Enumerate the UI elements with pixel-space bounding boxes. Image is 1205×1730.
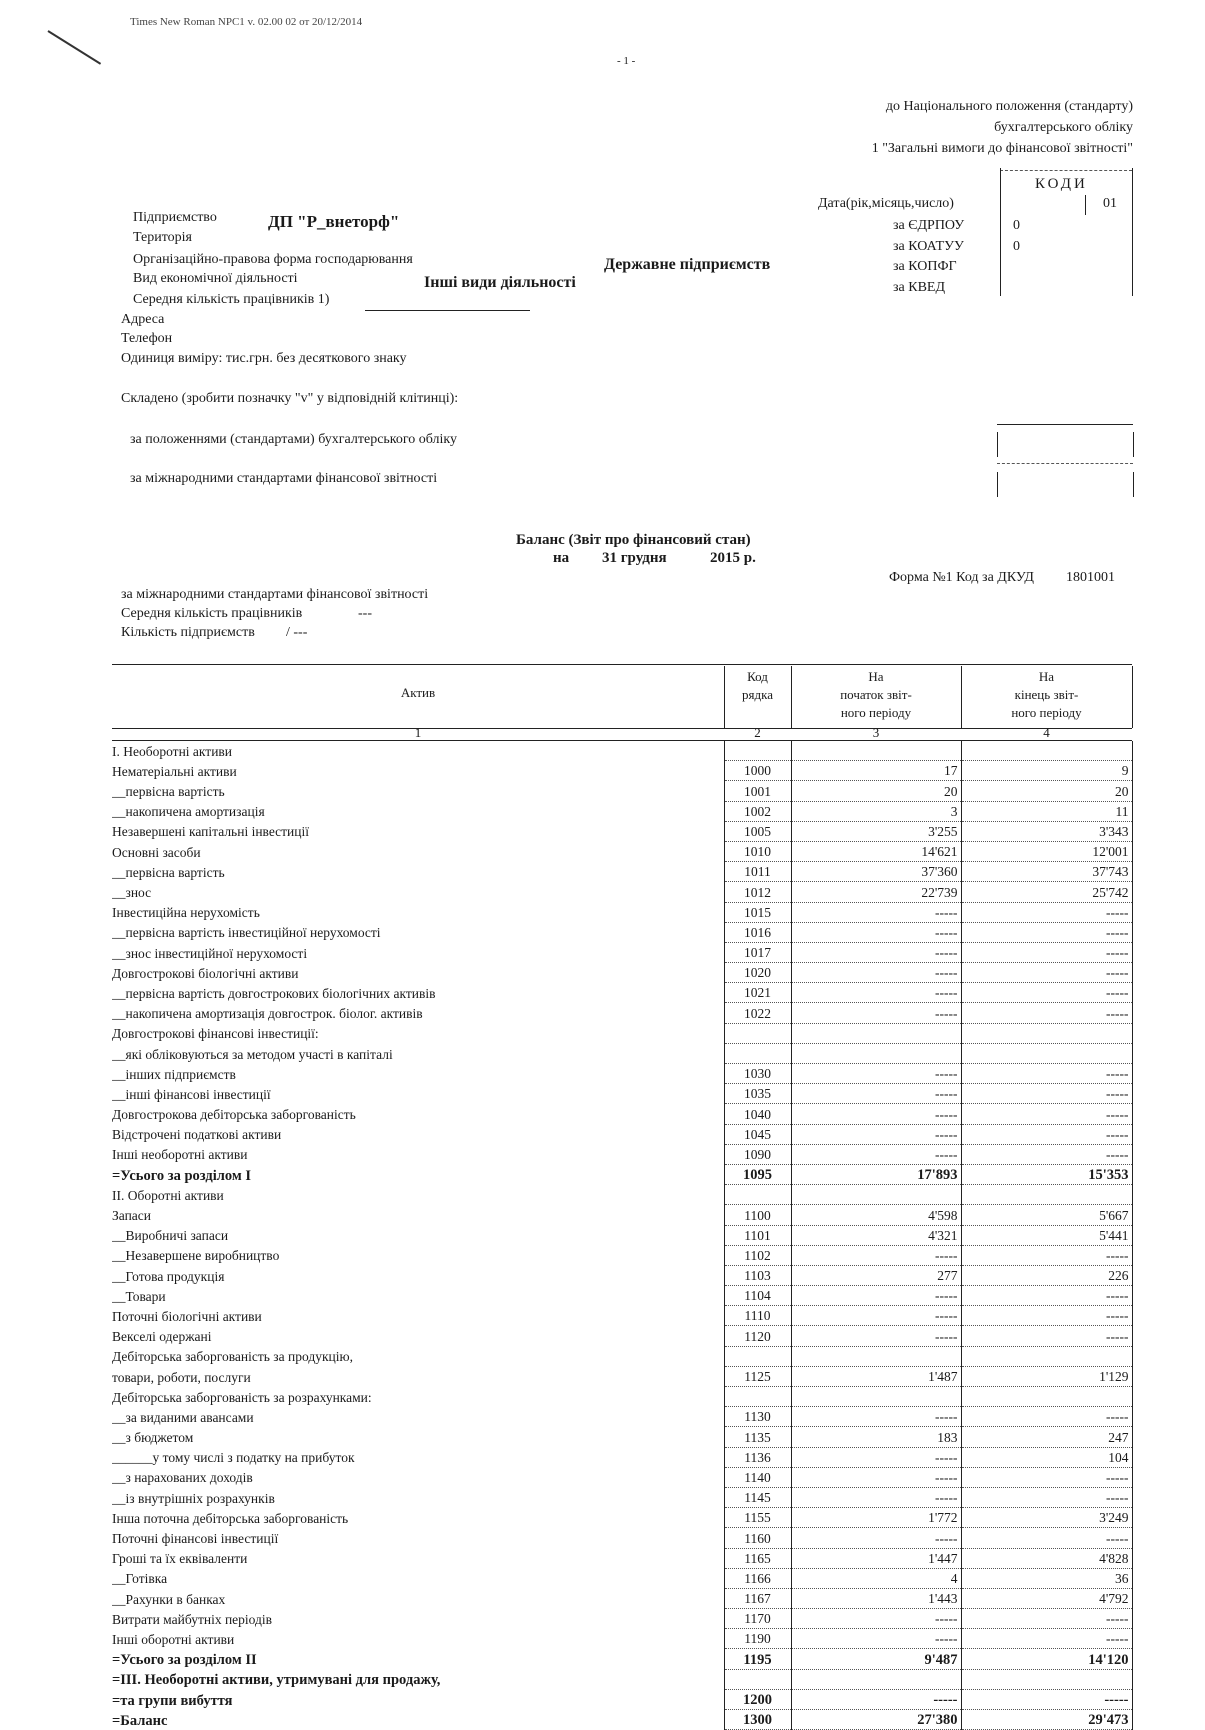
codes-title: КОДИ <box>1035 176 1088 192</box>
row-begin-value: 27'380 <box>791 1710 961 1730</box>
territory-label: Територія <box>133 230 192 245</box>
table-row <box>112 1346 1132 1366</box>
row-code: 1000 <box>724 761 791 781</box>
unit-label: Одиниця виміру: тис.грн. без десяткового знаку <box>121 351 407 366</box>
row-end-value: 12'001 <box>961 841 1132 861</box>
reference-block <box>872 96 1133 159</box>
row-code: 1090 <box>724 1144 791 1164</box>
table-row <box>112 761 1132 781</box>
row-begin-value <box>791 1185 961 1205</box>
row-code: 1136 <box>724 1447 791 1467</box>
row-label: Поточні фінансові інвестиції <box>112 1531 279 1546</box>
table-row <box>112 1508 1132 1528</box>
row-begin-value: ----- <box>791 1064 961 1084</box>
row-end-value: 104 <box>961 1447 1132 1467</box>
row-code: 1101 <box>724 1225 791 1245</box>
row-begin-value: 20 <box>791 781 961 801</box>
checkbox-intl[interactable] <box>997 472 998 497</box>
table-row <box>112 1326 1132 1346</box>
row-end-value: 9 <box>961 761 1132 781</box>
row-code: 1016 <box>724 922 791 942</box>
table-row <box>112 942 1132 962</box>
row-code: 1170 <box>724 1609 791 1629</box>
row-end-value: 15'353 <box>961 1164 1132 1184</box>
table-row <box>112 922 1132 942</box>
row-label: Основні засоби <box>112 844 201 860</box>
row-code: 1125 <box>724 1366 791 1386</box>
row-code <box>724 1346 791 1366</box>
activity-value: Інші види діяльності <box>424 274 576 291</box>
col-code-header: Код рядка <box>742 669 773 702</box>
table-row <box>112 1467 1132 1487</box>
row-end-value: 37'743 <box>961 862 1132 882</box>
row-label: Інші необоротні активи <box>112 1147 248 1163</box>
row-code: 1190 <box>724 1629 791 1649</box>
row-code: 1104 <box>724 1286 791 1306</box>
row-code: 1030 <box>724 1064 791 1084</box>
row-begin-value: 22'739 <box>791 882 961 902</box>
row-end-value: ----- <box>961 1528 1132 1548</box>
enterprise-name: ДП "Р_внеторф" <box>268 212 400 231</box>
code-value-koatuu: 0 <box>1013 238 1020 254</box>
row-end-value <box>961 1185 1132 1205</box>
table-row <box>112 1629 1132 1649</box>
row-end-value: 4'792 <box>961 1588 1132 1608</box>
table-row <box>112 963 1132 983</box>
table-row <box>112 1548 1132 1568</box>
table-row <box>112 1689 1132 1709</box>
ref-line: бухгалтерського обліку <box>994 120 1133 135</box>
row-label: ______у тому числі з податку на прибуток <box>112 1450 355 1466</box>
row-begin-value: ----- <box>791 1487 961 1507</box>
row-begin-value: ----- <box>791 963 961 983</box>
standards-national: за положеннями (стандартами) бухгалтерського обліку <box>130 432 458 447</box>
row-label: =Усього за розділом II <box>112 1652 257 1669</box>
table-row <box>112 841 1132 861</box>
row-begin-value: ----- <box>791 983 961 1003</box>
form-code: 1801001 <box>1066 570 1115 585</box>
row-begin-value: 277 <box>791 1265 961 1285</box>
row-code: 1102 <box>724 1245 791 1265</box>
activity-label: Вид економічної діяльності <box>133 271 298 286</box>
row-label: __інші фінансові інвестиції <box>112 1086 271 1102</box>
row-label: __первісна вартість <box>112 784 225 800</box>
table-row <box>112 1064 1132 1084</box>
row-begin-value: ----- <box>791 1124 961 1144</box>
legal-form-value: Державне підприємств <box>604 256 771 273</box>
code-label-koatuu: за КОАТУУ <box>893 238 964 254</box>
row-label: Довгострокові біологічні активи <box>112 965 299 981</box>
table-row <box>112 1084 1132 1104</box>
row-begin-value: 1'447 <box>791 1548 961 1568</box>
table-row <box>112 1427 1132 1447</box>
row-label: __Незавершене виробництво <box>112 1248 280 1264</box>
row-code: 1130 <box>724 1407 791 1427</box>
count-enterprises-value: / --- <box>286 625 308 640</box>
pen-mark <box>47 30 101 65</box>
row-begin-value: 1'487 <box>791 1366 961 1386</box>
row-begin-value: ----- <box>791 1245 961 1265</box>
row-label: Інші оборотні активи <box>112 1631 235 1647</box>
row-begin-value <box>791 741 961 761</box>
row-label: I. Необоротні активи <box>112 743 233 759</box>
row-label: __накопичена амортизація довгострок. біолог. активів <box>112 1006 423 1022</box>
page-number: - 1 - <box>617 55 636 67</box>
row-code: 1012 <box>724 882 791 902</box>
row-end-value: 226 <box>961 1265 1132 1285</box>
row-code <box>724 741 791 761</box>
row-end-value: ----- <box>961 922 1132 942</box>
row-label: =Усього за розділом I <box>112 1167 251 1184</box>
row-label: __які обліковуються за методом участі в капіталі <box>112 1046 393 1062</box>
row-end-value: ----- <box>961 1689 1132 1709</box>
row-label: Інша поточна дебіторська заборгованість <box>112 1510 349 1526</box>
row-begin-value: ----- <box>791 1003 961 1023</box>
row-end-value: 1'129 <box>961 1366 1132 1386</box>
table-row <box>112 1609 1132 1629</box>
code-label-kopfg: за КОПФГ <box>893 259 957 274</box>
table-row <box>112 862 1132 882</box>
code-labels <box>893 216 964 298</box>
row-code <box>724 1043 791 1063</box>
row-code <box>724 1669 791 1689</box>
row-end-value <box>961 1023 1132 1043</box>
form-label: Форма №1 Код за ДКУД <box>889 570 1034 585</box>
row-code: 1120 <box>724 1326 791 1346</box>
table-row <box>112 801 1132 821</box>
ref-line: до Національного положення (стандарту) <box>885 99 1133 114</box>
row-begin-value: 37'360 <box>791 862 961 882</box>
row-code: 1011 <box>724 862 791 882</box>
col-end-header: На кінець звіт- ного періоду <box>1011 669 1082 720</box>
row-label: __за виданими авансами <box>112 1409 254 1425</box>
title-na: на <box>553 550 570 566</box>
date-label: Дата(рік,місяць,число) <box>818 196 954 211</box>
table-row <box>112 1245 1132 1265</box>
table-row <box>112 1104 1132 1124</box>
row-end-value: ----- <box>961 983 1132 1003</box>
table-row <box>112 1265 1132 1285</box>
row-begin-value: ----- <box>791 922 961 942</box>
row-label: товари, роботи, послуги <box>112 1369 251 1385</box>
row-begin-value: ----- <box>791 902 961 922</box>
table-row <box>112 1447 1132 1467</box>
table-row <box>112 882 1132 902</box>
row-code: 1110 <box>724 1306 791 1326</box>
phone-label: Телефон <box>121 331 173 346</box>
row-label: __первісна вартість інвестиційної нерухомості <box>112 925 381 941</box>
row-end-value: 14'120 <box>961 1649 1132 1669</box>
row-begin-value <box>791 1346 961 1366</box>
table-row <box>112 1144 1132 1164</box>
row-end-value: 11 <box>961 801 1132 821</box>
row-label: __з бюджетом <box>112 1430 194 1446</box>
row-label: __первісна вартість довгострокових біологічних активів <box>112 985 436 1001</box>
row-begin-value <box>791 1387 961 1407</box>
code-label-edrpou: за ЄДРПОУ <box>893 218 965 233</box>
table-row <box>112 1568 1132 1588</box>
row-begin-value: ----- <box>791 1609 961 1629</box>
row-begin-value <box>791 1669 961 1689</box>
row-code: 1005 <box>724 821 791 841</box>
table-row <box>112 1366 1132 1386</box>
row-code: 1195 <box>724 1649 791 1669</box>
row-end-value: 4'828 <box>961 1548 1132 1568</box>
row-label: __Готова продукція <box>112 1268 225 1284</box>
row-begin-value: ----- <box>791 1689 961 1709</box>
row-begin-value: ----- <box>791 1407 961 1427</box>
col-num-2: 2 <box>754 725 761 740</box>
row-label: __з нарахованих доходів <box>112 1470 253 1486</box>
row-end-value: ----- <box>961 1286 1132 1306</box>
row-end-value: ----- <box>961 942 1132 962</box>
row-code: 1167 <box>724 1588 791 1608</box>
table-row <box>112 1225 1132 1245</box>
legal-form-label: Організаційно-правова форма господарювання <box>133 252 413 267</box>
row-end-value: ----- <box>961 1306 1132 1326</box>
row-end-value: 247 <box>961 1427 1132 1447</box>
table-row <box>112 1164 1132 1184</box>
row-begin-value: 17'893 <box>791 1164 961 1184</box>
row-code: 1100 <box>724 1205 791 1225</box>
row-label: __Рахунки в банках <box>112 1591 226 1607</box>
row-begin-value <box>791 1023 961 1043</box>
top-note: Times New Roman NPC1 v. 02.00 02 от 20/12/2014 <box>130 16 363 28</box>
row-end-value <box>961 1669 1132 1689</box>
row-begin-value: ----- <box>791 1326 961 1346</box>
table-row <box>112 1023 1132 1043</box>
standards-intl: за міжнародними стандартами фінансової звітності <box>130 471 438 486</box>
row-code <box>724 1023 791 1043</box>
code-label-kved: за КВЕД <box>893 279 946 295</box>
row-label: Дебіторська заборгованість за розрахунками: <box>112 1389 372 1405</box>
row-label: __Готівка <box>112 1571 168 1587</box>
row-end-value: 5'667 <box>961 1205 1132 1225</box>
table-row <box>112 741 1132 761</box>
row-begin-value <box>791 1043 961 1063</box>
row-begin-value: 1'443 <box>791 1588 961 1608</box>
checkbox-national[interactable] <box>997 432 998 457</box>
row-code: 1040 <box>724 1104 791 1124</box>
row-begin-value: 183 <box>791 1427 961 1447</box>
row-label: __знос інвестиційної нерухомості <box>112 945 308 961</box>
table-row <box>112 1387 1132 1407</box>
row-end-value: 29'473 <box>961 1710 1132 1730</box>
row-label: Запаси <box>112 1208 152 1223</box>
row-code: 1015 <box>724 902 791 922</box>
table-row <box>112 1003 1132 1023</box>
row-end-value: 36 <box>961 1568 1132 1588</box>
row-label: Нематеріальні активи <box>112 763 237 779</box>
row-label: II. Оборотні активи <box>112 1187 224 1203</box>
row-begin-value: 1'772 <box>791 1508 961 1528</box>
row-label: Гроші та їх еквіваленти <box>112 1551 248 1567</box>
row-end-value: ----- <box>961 1629 1132 1649</box>
row-end-value: ----- <box>961 1326 1132 1346</box>
row-begin-value: 14'621 <box>791 841 961 861</box>
row-code: 1001 <box>724 781 791 801</box>
table-row <box>112 1528 1132 1548</box>
row-code: 1021 <box>724 983 791 1003</box>
row-code: 1135 <box>724 1427 791 1447</box>
row-begin-value: ----- <box>791 1104 961 1124</box>
row-end-value: 3'343 <box>961 821 1132 841</box>
row-label: Довгострокові фінансові інвестиції: <box>112 1026 319 1042</box>
col-begin-header: На початок звіт- ного періоду <box>840 669 912 720</box>
row-end-value: ----- <box>961 1407 1132 1427</box>
row-begin-value: ----- <box>791 1084 961 1104</box>
row-code <box>724 1387 791 1407</box>
row-end-value: ----- <box>961 1467 1132 1487</box>
row-label: __знос <box>112 885 152 900</box>
avg-staff2-value: --- <box>358 606 372 621</box>
row-label: Витрати майбутніх періодів <box>112 1611 273 1627</box>
row-code: 1165 <box>724 1548 791 1568</box>
row-end-value: ----- <box>961 1144 1132 1164</box>
intl-line: за міжнародними стандартами фінансової звітності <box>121 587 429 602</box>
row-end-value: ----- <box>961 1487 1132 1507</box>
row-code: 1300 <box>724 1710 791 1730</box>
title-line1: Баланс (Звіт про фінансовий стан) <box>516 532 751 548</box>
row-end-value <box>961 1043 1132 1063</box>
row-begin-value: 4 <box>791 1568 961 1588</box>
row-label: __інших підприємств <box>112 1066 236 1082</box>
row-end-value: 20 <box>961 781 1132 801</box>
row-label: __накопичена амортизація <box>112 804 265 820</box>
row-begin-value: ----- <box>791 1528 961 1548</box>
row-label: =Баланс <box>112 1712 168 1729</box>
row-code: 1166 <box>724 1568 791 1588</box>
table-row <box>112 1710 1132 1730</box>
enterprise-label: Підприємство <box>133 210 217 225</box>
row-begin-value: 3 <box>791 801 961 821</box>
row-code: 1103 <box>724 1265 791 1285</box>
title-date: 31 грудня <box>602 550 667 566</box>
row-begin-value: ----- <box>791 1306 961 1326</box>
row-code: 1145 <box>724 1487 791 1507</box>
row-code: 1045 <box>724 1124 791 1144</box>
row-end-value: ----- <box>961 963 1132 983</box>
row-label: Відстрочені податкові активи <box>112 1127 282 1143</box>
row-code: 1035 <box>724 1084 791 1104</box>
count-enterprises-label: Кількість підприємств <box>121 625 255 640</box>
title-year: 2015 р. <box>710 550 756 566</box>
col-num-4: 4 <box>1043 725 1050 740</box>
table-row <box>112 1185 1132 1205</box>
compiled-label: Складено (зробити позначку "v" у відповідній клітинці): <box>121 391 459 406</box>
row-begin-value: ----- <box>791 942 961 962</box>
table-row <box>112 1043 1132 1063</box>
row-begin-value: 17 <box>791 761 961 781</box>
row-code: 1002 <box>724 801 791 821</box>
table-row <box>112 1649 1132 1669</box>
table-row <box>112 983 1132 1003</box>
row-label: =III. Необоротні активи, утримувані для продажу, <box>112 1672 441 1689</box>
row-label: Поточні біологічні активи <box>112 1308 262 1324</box>
table-row <box>112 821 1132 841</box>
row-label: __первісна вартість <box>112 864 225 880</box>
row-begin-value: 3'255 <box>791 821 961 841</box>
row-end-value: 3'249 <box>961 1508 1132 1528</box>
row-label: Довгострокова дебіторська заборгованість <box>112 1107 356 1123</box>
row-label: Векселі одержані <box>112 1329 212 1345</box>
row-code: 1017 <box>724 942 791 962</box>
row-code: 1095 <box>724 1164 791 1184</box>
table-row <box>112 1124 1132 1144</box>
row-end-value <box>961 1346 1132 1366</box>
table-row <box>112 902 1132 922</box>
row-end-value: 25'742 <box>961 882 1132 902</box>
table-row <box>112 1588 1132 1608</box>
row-begin-value: ----- <box>791 1467 961 1487</box>
row-end-value: ----- <box>961 1104 1132 1124</box>
table-row <box>112 1306 1132 1326</box>
row-begin-value: 4'598 <box>791 1205 961 1225</box>
address-label: Адреса <box>121 312 165 327</box>
row-label: __із внутрішніх розрахунків <box>112 1490 275 1506</box>
row-end-value <box>961 1387 1132 1407</box>
row-end-value: ----- <box>961 902 1132 922</box>
table-row <box>112 1286 1132 1306</box>
row-end-value: ----- <box>961 1245 1132 1265</box>
row-begin-value: ----- <box>791 1286 961 1306</box>
code-values <box>1013 216 1020 257</box>
row-end-value <box>961 741 1132 761</box>
table-row <box>112 1669 1132 1689</box>
row-begin-value: 4'321 <box>791 1225 961 1245</box>
code-value-edrpou: 0 <box>1013 218 1020 233</box>
ref-line: 1 "Загальні вимоги до фінансової звітності" <box>871 141 1133 156</box>
row-label: __Товари <box>112 1288 166 1304</box>
row-label: __Виробничі запаси <box>112 1228 229 1244</box>
avg-staff2-label: Середня кількість працівників <box>121 606 303 621</box>
row-label: Дебіторська заборгованість за продукцію, <box>112 1349 353 1365</box>
row-begin-value: ----- <box>791 1447 961 1467</box>
row-end-value: 5'441 <box>961 1225 1132 1245</box>
row-label: Незавершені капітальні інвестиції <box>112 824 310 840</box>
col-num-1: 1 <box>414 725 422 740</box>
col-num-3: 3 <box>872 725 880 740</box>
row-label: Інвестиційна нерухомість <box>112 905 260 921</box>
date-value: 01 <box>1103 196 1117 211</box>
row-end-value: ----- <box>961 1124 1132 1144</box>
table-row <box>112 1407 1132 1427</box>
table-row <box>112 781 1132 801</box>
row-end-value: ----- <box>961 1609 1132 1629</box>
row-end-value: ----- <box>961 1003 1132 1023</box>
row-code: 1155 <box>724 1508 791 1528</box>
row-code: 1140 <box>724 1467 791 1487</box>
row-begin-value: ----- <box>791 1144 961 1164</box>
row-code: 1200 <box>724 1689 791 1709</box>
row-code: 1160 <box>724 1528 791 1548</box>
row-code: 1022 <box>724 1003 791 1023</box>
row-begin-value: ----- <box>791 1629 961 1649</box>
row-code: 1020 <box>724 963 791 983</box>
row-label: =та групи вибуття <box>112 1692 233 1709</box>
row-begin-value: 9'487 <box>791 1649 961 1669</box>
table-row <box>112 1205 1132 1225</box>
row-end-value: ----- <box>961 1084 1132 1104</box>
col-asset-header: Актив <box>400 685 436 700</box>
row-code: 1010 <box>724 841 791 861</box>
row-end-value: ----- <box>961 1064 1132 1084</box>
table-row <box>112 1487 1132 1507</box>
row-code <box>724 1185 791 1205</box>
balance-table <box>112 741 1133 1730</box>
avg-staff-label: Середня кількість працівників 1) <box>133 292 330 307</box>
